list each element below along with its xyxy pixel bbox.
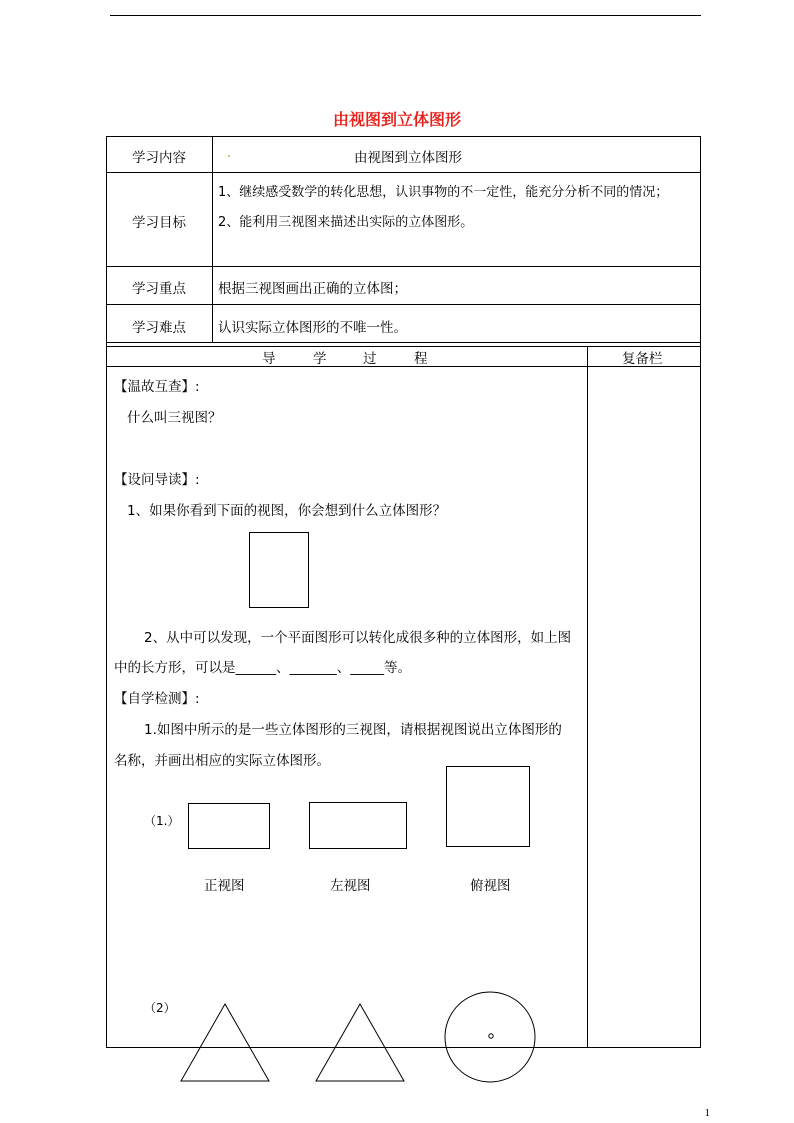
header-char-3: 过 [363,351,377,367]
review-question: 什么叫三视图？ [127,410,222,426]
header-char-2: 学 [313,351,327,367]
header-rule [110,15,701,16]
front-view-rect [188,803,270,849]
header-right: 复备栏 [622,351,663,367]
table-border-right [700,136,701,1048]
top-view-circle [445,992,535,1082]
label-difficulty: 学习难点 [132,320,186,336]
col-sep-upper [212,136,213,343]
row-sep-1 [106,172,701,173]
row-sep-6 [106,366,701,367]
rectangle-view [249,532,309,608]
table-border-left [106,136,107,1048]
value-difficulty: 认识实际立体图形的不唯一性。 [218,320,407,336]
figure-2-label: （2） [144,1001,176,1015]
header-char-1: 导 [262,351,276,367]
guide-question-1: 1、如果你看到下面的视图，你会想到什么立体图形？ [127,503,447,519]
goal-item-1: 1、继续感受数学的转化思想，认识事物的不一定性，能充分分析不同的情况； [218,185,669,200]
front-view-label: 正视图 [204,878,245,894]
self-check-q1-line1: 1.如图中所示的是一些立体图形的三视图，请根据视图说出立体图形的 [144,722,562,738]
dot-mark [228,155,230,157]
left-view-rect [309,802,407,849]
guide-title: 【设问导读】: [114,472,200,488]
label-content: 学习内容 [132,150,186,166]
page-number: 1 [704,1107,710,1119]
goal-item-2: 2、能利用三视图来描述出实际的立体图形。 [218,215,474,230]
label-goal: 学习目标 [132,215,186,231]
col-sep-lower [587,346,588,1048]
figure-1-label: （1.） [144,814,180,828]
guide-question-2-line1: 2、从中可以发现，一个平面图形可以转化成很多种的立体图形，如上图 [144,630,572,646]
top-view-label: 俯视图 [470,878,511,894]
top-view-center-point [489,1034,493,1038]
row-sep-4 [106,342,701,343]
left-view-label: 左视图 [330,878,371,894]
label-focus: 学习重点 [132,281,186,297]
value-content: 由视图到立体图形 [354,150,462,166]
value-focus: 根据三视图画出正确的立体图； [218,281,407,297]
top-view-square [446,766,530,847]
review-title: 【温故互查】: [114,379,200,395]
guide-question-2-line2: 中的长方形，可以是______、_______、_____等。 [114,660,411,676]
page-title: 由视图到立体图形 [332,110,461,129]
self-check-q1-line2: 名称，并画出相应的实际立体图形。 [114,753,330,769]
self-check-title: 【自学检测】: [114,691,200,707]
row-sep-3 [106,304,701,305]
front-view-triangle [181,1004,269,1081]
row-sep-2 [106,266,701,267]
figure-2-shapes [170,990,550,1085]
table-border-top [106,136,701,137]
left-view-triangle [316,1004,404,1081]
header-char-4: 程 [414,351,428,367]
row-sep-5 [106,346,701,347]
